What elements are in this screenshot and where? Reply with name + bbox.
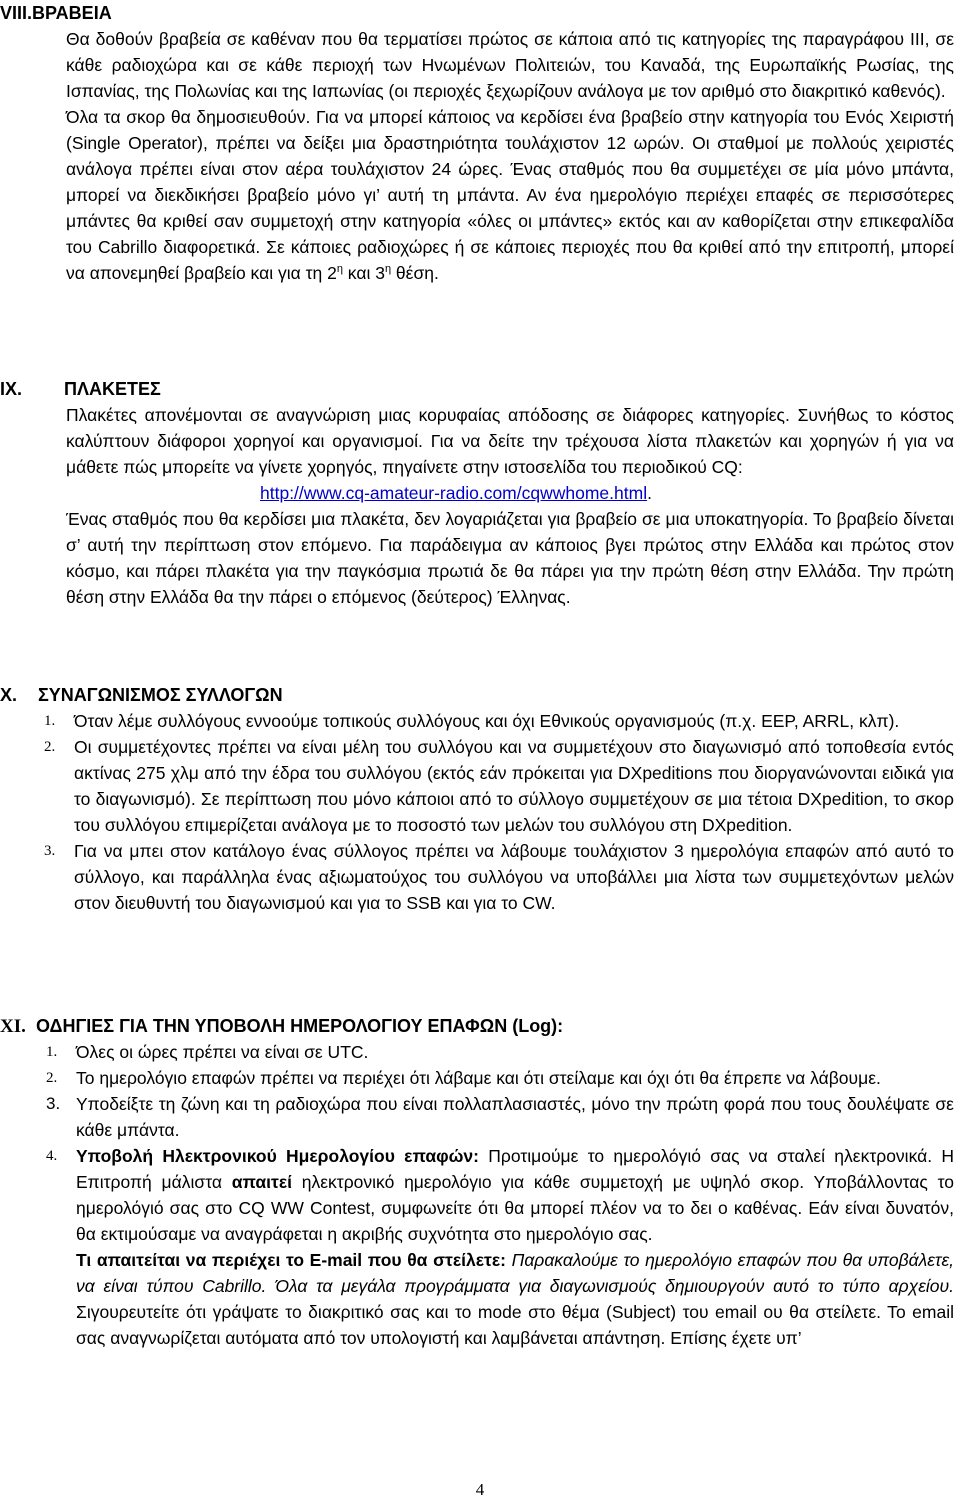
section-number: IX.: [0, 379, 23, 399]
section-body-log-submission: [46, 1039, 954, 1351]
section-title: ΣΥΝΑΓΩΝΙΣΜΟΣ ΣΥΛΛΟΓΩΝ: [38, 685, 283, 705]
superscript: η: [384, 263, 392, 276]
item-number: 1.: [44, 713, 56, 729]
paragraph: Ένας σταθμός που θα κερδίσει μια πλακέτα, δεν λογαριάζεται για βραβείο σε μια υποκατηγορία. Το βραβείο δίνεται σ’ αυτή την περίπτωση στον επόμενο. Για παράδειγμα αν κάποιος βγει πρώτος στην Ελλάδα και πρώτος στον κόσμο, και πάρει πλακέτα για την παγκόσμια πρωτιά δε θα πάρει για την πρώτη θέση στην Ελλάδα. Την πρώτη θέση στην Ελλάδα θα την πάρει ο επόμενος (δεύτερος) Έλληνας.: [66, 509, 954, 607]
item-text: Οι συμμετέχοντες πρέπει να είναι μέλη του συλλόγου και να συμμετέχουν στο διαγωνισμό από τοποθεσία εντός ακτίνας 275 χλμ από την έδρα του συλλόγου (εκτός εάν πρόκειται για DXpeditions που διοργανώνονται ειδικά για το διαγωνισμό). Σε περίπτωση που μόνο κάποιοι από το σύλλογο συμμετέχουν σε μια τέτοια DXpedition, το σκορ του συλλόγου επιμερίζεται ανάλογα με το ποσοστό των μελών του συλλόγου στη DXpedition.: [74, 737, 954, 835]
list-item: [46, 1091, 954, 1143]
numbered-list: [46, 1039, 954, 1351]
text-run: και 3: [342, 263, 385, 283]
text-run: ηλεκτρονικό ημερολόγιο για κάθε συμμετοχή με υψηλό σκορ. Υποβάλλοντας το ημερολόγιό σας στο CQ WW Contest, συμφωνείτε ότι θα μπορεί πλέον να το δει ο καθένας. Εάν είναι δυνατόν, θα εκτιμούσαμε να αναγράφεται η ακριβής συχνότητα στο ημερολόγιο σας.: [76, 1172, 954, 1244]
section-heading-club-competition: [0, 682, 283, 708]
text-run: .: [647, 483, 652, 503]
section-body-club-competition: [44, 708, 954, 916]
section-title: ΒΡΑΒΕΙΑ: [32, 3, 112, 23]
section-body-plaques: [66, 402, 954, 610]
item-number: 3.: [44, 843, 56, 859]
list-item: [46, 1143, 954, 1351]
item-number: 2.: [46, 1070, 58, 1086]
item-text: Όταν λέμε συλλόγους εννοούμε τοπικούς συλλόγους και όχι Εθνικούς οργανισμούς (π.χ. EEP, ARRL, κλπ).: [74, 711, 900, 731]
section-heading-plaques: [0, 376, 161, 402]
item-text: Το ημερολόγιο επαφών πρέπει να περιέχει ότι λάβαμε και ότι στείλαμε και όχι ότι θα έπρεπε να λάβουμε.: [76, 1068, 881, 1088]
bold-run: απαιτεί: [231, 1172, 293, 1192]
text-run: Όλα τα σκορ θα δημοσιευθούν. Για να μπορεί κάποιος να κερδίσει ένα βραβείο στην κατηγορία του Ενός Χειριστή (Single Operator), πρέπει να δείξει μια δραστηριότητα τουλάχιστον 12 ωρών. Οι σταθμοί με πολλούς χειριστές ανάλογα πρέπει είναι στον αέρα τουλάχιστον 24 ώρες. Ένας σταθμός που θα συμμετέχει σε μία μόνο μπάντα, μπορεί να διεκδικήσει βραβείο μόνο γι’ αυτή τη μπάντα. Αν ένα ημερολόγιο περιέχει επαφές σε περισσότερες μπάντες θα κριθεί σαν συμμετοχή στην κατηγορία «όλες οι μπάντες» εκτός και αν καθορίζεται στην επικεφαλίδα του Cabrillo διαφορετικά. Σε κάποιες ραδιοχώρες ή σε κάποιες περιοχές που θα κριθεί από την επιτροπή, μπορεί να απονεμηθεί βραβείο και για τη 2: [66, 107, 954, 283]
superscript: η: [336, 263, 343, 276]
section-body-awards: [66, 26, 954, 286]
section-title: ΠΛΑΚΕΤΕΣ: [64, 379, 161, 399]
item-number: 3.: [46, 1094, 61, 1113]
numbered-list: [44, 708, 954, 916]
bold-run: Τι απαιτείται να περιέχει το E-mail που θα στείλετε:: [76, 1250, 506, 1270]
section-number: X.: [0, 685, 18, 705]
list-item: [44, 708, 954, 734]
bold-run: Υποβολή Ηλεκτρονικού Ημερολογίου επαφών:: [76, 1146, 479, 1166]
text-run: θέση.: [391, 263, 439, 283]
list-item: [46, 1065, 954, 1091]
cq-website-link[interactable]: http://www.cq-amateur-radio.com/cqwwhome.html: [260, 483, 648, 503]
list-item: [44, 734, 954, 838]
paragraph: Πλακέτες απονέμονται σε αναγνώριση μιας κορυφαίας απόδοσης σε διάφορες κατηγορίες. Συνήθως το κόστος καλύπτουν διάφοροι χορηγοί και οργανισμοί. Για να δείτε την τρέχουσα λίστα πλακετών και χορηγών ή για να μάθετε πώς μπορείτε να γίνετε χορηγός, πηγαίνετε στην ιστοσελίδα του περιοδικού CQ:: [66, 405, 954, 477]
section-heading-awards: [0, 0, 112, 26]
section-number: XI.: [0, 1016, 26, 1037]
paragraph: [66, 104, 954, 286]
item-number: 2.: [44, 739, 56, 755]
paragraph: Θα δοθούν βραβεία σε καθέναν που θα τερματίσει πρώτος σε κάποια από τις κατηγορίες της παραγράφου III, σε κάθε ραδιοχώρα και σε κάθε περιοχή των Ηνωμένων Πολιτειών, του Καναδά, της Ευρωπαϊκής Ρωσίας, της Ισπανίας, της Πολωνίας και της Ιαπωνίας (οι περιοχές ξεχωρίζουν ανάλογα με τον αριθμό στο διακριτικό καθενός).: [66, 29, 954, 101]
item-text: Για να μπει στον κατάλογο ένας σύλλογος πρέπει να λάβουμε τουλάχιστον 3 ημερολόγια επαφών από αυτό το σύλλογο, και παράλληλα ένας αξιωματούχος του συλλόγου να υποβάλλει μια λίστα των συμμετεχόντων μελών στον διευθυντή του διαγωνισμού και για το SSB και για το CW.: [74, 841, 954, 913]
item-number: 1.: [46, 1044, 58, 1060]
item-text: Όλες οι ώρες πρέπει να είναι σε UTC.: [76, 1042, 369, 1062]
item-number: 4.: [46, 1148, 58, 1164]
text-run: Προτιμούμε το ημερολόγιό σας να σταλεί ηλεκτρονικά. Η Επιτροπή μάλιστα: [76, 1146, 954, 1192]
item-text: Υποδείξτε τη ζώνη και τη ραδιοχώρα που είναι πολλαπλασιαστές, μόνο την πρώτη φορά που τους δουλέψατε σε κάθε μπάντα.: [76, 1094, 954, 1140]
text-run: Σιγουρευτείτε ότι γράψατε το διακριτικό σας και το mode στο θέμα (Subject) του email ου θα στείλετε. Το email σας αναγνωρίζεται αυτόματα από τον υπολογιστή και λαμβάνεται απάντηση. Επίσης έχετε υπ’: [76, 1302, 954, 1348]
link-line: [66, 480, 954, 506]
list-item: [44, 838, 954, 916]
section-title: ΟΔΗΓΙΕΣ ΓΙΑ ΤΗΝ ΥΠΟΒΟΛΗ ΗΜΕΡΟΛΟΓΙΟΥ ΕΠΑΦΩΝ (Log):: [36, 1016, 564, 1036]
italic-run: Παρακαλούμε το ημερολόγιο επαφών που θα υποβάλετε, να είναι τύπου Cabrillo. Όλα τα μεγάλα προγράμματα για διαγωνισμούς δημιουργούν αυτό το τύπο αρχείου.: [76, 1250, 954, 1296]
section-number: VIII.: [0, 3, 33, 23]
list-item: [46, 1039, 954, 1065]
page-number: 4: [475, 1480, 485, 1499]
section-heading-log-submission: [0, 1013, 563, 1040]
